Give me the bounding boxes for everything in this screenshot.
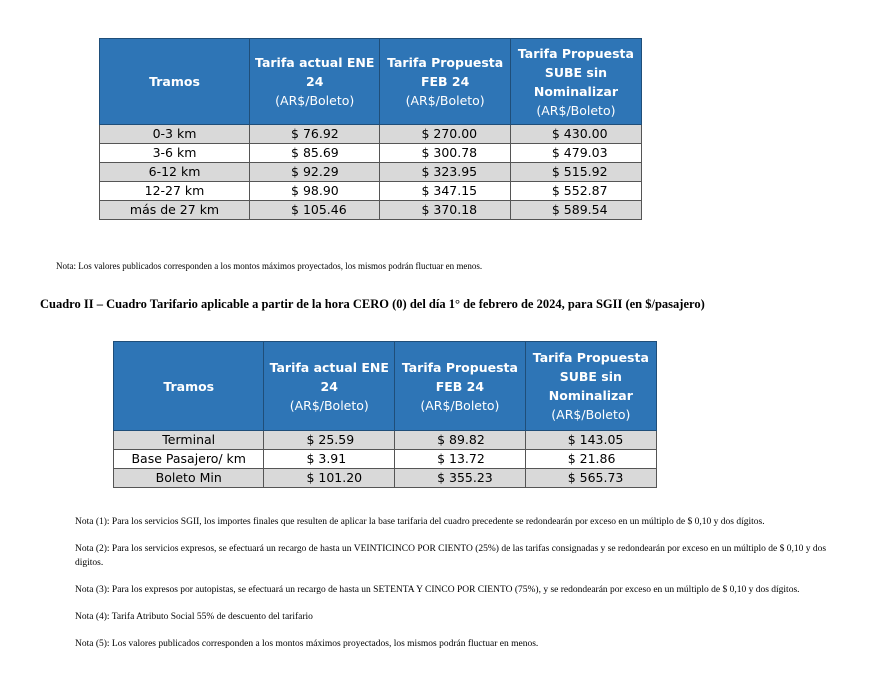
tarifa-table-1 [99,38,642,220]
tramo-cell: Base Pasajero/ km [114,450,264,469]
value-cell: $ 565.73 [525,469,656,488]
table-row [100,201,642,220]
value-cell: $ 98.90 [250,182,380,201]
table-row [100,125,642,144]
value-cell: $ 479.03 [510,144,641,163]
header-tramos: Tramos [100,39,250,125]
header-tarifa-sube: Tarifa Propuesta SUBE sin Nominalizar (AR$/Boleto) [525,342,656,431]
header-tarifa-propuesta: Tarifa Propuesta FEB 24 (AR$/Boleto) [380,39,510,125]
value-cell: $ 21.86 [525,450,656,469]
value-cell: $ 101.20 [264,469,395,488]
nota-valores: Nota: Los valores publicados corresponden a los montos máximos proyectados, los mismos podrán fluctuar en menos. [56,261,483,271]
value-cell: $ 430.00 [510,125,641,144]
table-row [114,450,657,469]
value-cell: $ 323.95 [380,163,510,182]
nota-3: Nota (3): Para los expresos por autopistas, se efectuará un recargo de hasta un SETENTA Y CINCO POR CIENTO (75%), y se redondearán por exceso en un múltiplo de $ 0,10 y dos dígitos. [75,585,800,595]
header-tarifa-sube: Tarifa Propuesta SUBE sin Nominalizar (AR$/Boleto) [510,39,641,125]
tramo-cell: Boleto Min [114,469,264,488]
tramo-cell: 6-12 km [100,163,250,182]
value-cell: $ 13.72 [395,450,526,469]
value-cell: $ 552.87 [510,182,641,201]
header-tarifa-actual: Tarifa actual ENE 24 (AR$/Boleto) [250,39,380,125]
value-cell: $ 355.23 [395,469,526,488]
nota-2: Nota (2): Para los servicios expresos, se efectuará un recargo de hasta un VEINTICINCO POR CIENTO (25%) de las tarifas consignadas y se redondearán por exceso en un múltiplo de $ 0,10 y dos digitos. [75,544,827,568]
table-row [114,469,657,488]
value-cell: $ 85.69 [250,144,380,163]
notes-section [75,515,850,664]
header-tarifa-propuesta: Tarifa Propuesta FEB 24 (AR$/Boleto) [395,342,526,431]
value-cell: $ 92.29 [250,163,380,182]
table-row [114,431,657,450]
tramo-cell: 12-27 km [100,182,250,201]
value-cell: $ 105.46 [250,201,380,220]
value-cell: $ 76.92 [250,125,380,144]
nota-5: Nota (5): Los valores publicados corresponden a los montos máximos proyectados, los mismos podrán fluctuar en menos. [75,639,539,649]
value-cell: $ 370.18 [380,201,510,220]
nota-1: Nota (1): Para los servicios SGII, los importes finales que resulten de aplicar la base tarifaria del cuadro precedente se redondearán por exceso en un múltiplo de $ 0,10 y dos dígitos. [75,517,765,527]
table-row [100,163,642,182]
table-row [100,144,642,163]
value-cell: $ 143.05 [525,431,656,450]
value-cell: $ 3.91 [264,450,395,469]
tramo-cell: Terminal [114,431,264,450]
tramo-cell: 3-6 km [100,144,250,163]
value-cell: $ 347.15 [380,182,510,201]
tarifa-table-2 [113,341,657,488]
value-cell: $ 270.00 [380,125,510,144]
header-tarifa-actual: Tarifa actual ENE 24 (AR$/Boleto) [264,342,395,431]
nota-4: Nota (4): Tarifa Atributo Social 55% de descuento del tarifario [75,612,313,622]
value-cell: $ 300.78 [380,144,510,163]
header-tramos: Tramos [114,342,264,431]
value-cell: $ 589.54 [510,201,641,220]
tramo-cell: más de 27 km [100,201,250,220]
cuadro-title: Cuadro II – Cuadro Tarifario aplicable a partir de la hora CERO (0) del día 1° de febrero de 2024, para SGII (en $/pasajero) [40,297,705,311]
value-cell: $ 515.92 [510,163,641,182]
value-cell: $ 25.59 [264,431,395,450]
value-cell: $ 89.82 [395,431,526,450]
table-row [100,182,642,201]
tramo-cell: 0-3 km [100,125,250,144]
